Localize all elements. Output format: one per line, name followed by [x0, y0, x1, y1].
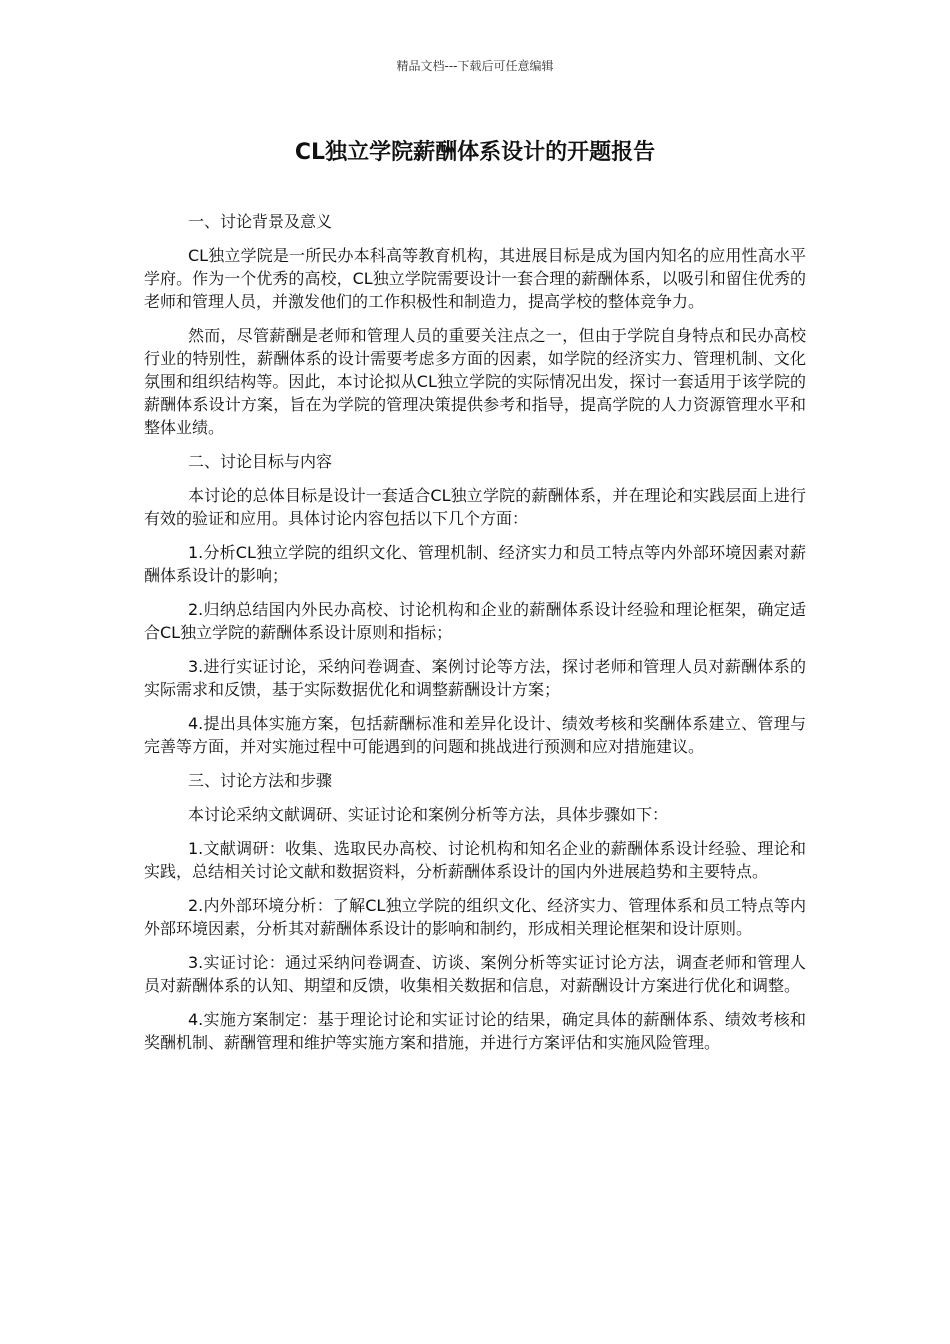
list-item: 2.归纳总结国内外民办高校、讨论机构和企业的薪酬体系设计经验和理论框架，确定适合CL独立学院的薪酬体系设计原则和指标；: [144, 600, 806, 642]
section-methods: [144, 769, 806, 1054]
list-item: 4.提出具体实施方案，包括薪酬标准和差异化设计、绩效考核和奖酬体系建立、管理与完善等方面，并对实施过程中可能遇到的问题和挑战进行预测和应对措施建议。: [144, 714, 806, 756]
body-paragraph: 然而，尽管薪酬是老师和管理人员的重要关注点之一，但由于学院自身特点和民办高校行业的特别性，薪酬体系的设计需要考虑多方面的因素，如学院的经济实力、管理机制、文化氛围和组织结构等。因此，本讨论拟从CL独立学院的实际情况出发，探讨一套适用于该学院的薪酬体系设计方案，旨在为学院的管理决策提供参考和指导，提高学院的人力资源管理水平和整体业绩。: [144, 326, 806, 437]
section-objectives: [144, 450, 806, 758]
section-heading: 一、讨论背景及意义: [188, 212, 333, 231]
document-body: [144, 210, 806, 1065]
body-paragraph: 本讨论采纳文献调研、实证讨论和案例分析等方法，具体步骤如下：: [188, 805, 669, 824]
list-item: 2.内外部环境分析：了解CL独立学院的组织文化、经济实力、管理体系和员工特点等内外部环境因素，分析其对薪酬体系设计的影响和制约，形成相关理论框架和设计原则。: [144, 896, 806, 938]
section-heading: 二、讨论目标与内容: [188, 452, 333, 471]
list-item: 3.实证讨论：通过采纳问卷调查、访谈、案例分析等实证讨论方法，调查老师和管理人员对薪酬体系的认知、期望和反馈，收集相关数据和信息，对薪酬设计方案进行优化和调整。: [144, 953, 806, 995]
list-item: 1.文献调研：收集、选取民办高校、讨论机构和知名企业的薪酬体系设计经验、理论和实践，总结相关讨论文献和数据资料，分析薪酬体系设计的国内外进展趋势和主要特点。: [144, 839, 806, 881]
list-item: 4.实施方案制定：基于理论讨论和实证讨论的结果，确定具体的薪酬体系、绩效考核和奖酬机制、薪酬管理和维护等实施方案和措施，并进行方案评估和实施风险管理。: [144, 1010, 806, 1052]
document-title: CL独立学院薪酬体系设计的开题报告: [294, 140, 656, 165]
body-paragraph: CL独立学院是一所民办本科高等教育机构，其进展目标是成为国内知名的应用性高水平学府。作为一个优秀的高校，CL独立学院需要设计一套合理的薪酬体系，以吸引和留住优秀的老师和管理人员，并激发他们的工作积极性和制造力，提高学校的整体竞争力。: [144, 246, 806, 311]
section-background: [144, 210, 806, 439]
page-header: 精品文档---下载后可任意编辑: [396, 59, 554, 73]
list-item: 1.分析CL独立学院的组织文化、管理机制、经济实力和员工特点等内外部环境因素对薪酬体系设计的影响；: [144, 543, 806, 585]
list-item: 3.进行实证讨论，采纳问卷调查、案例讨论等方法，探讨老师和管理人员对薪酬体系的实际需求和反馈，基于实际数据优化和调整薪酬设计方案；: [144, 657, 806, 699]
body-paragraph: 本讨论的总体目标是设计一套适合CL独立学院的薪酬体系，并在理论和实践层面上进行有效的验证和应用。具体讨论内容包括以下几个方面：: [144, 486, 806, 528]
section-heading: 三、讨论方法和步骤: [188, 771, 333, 790]
